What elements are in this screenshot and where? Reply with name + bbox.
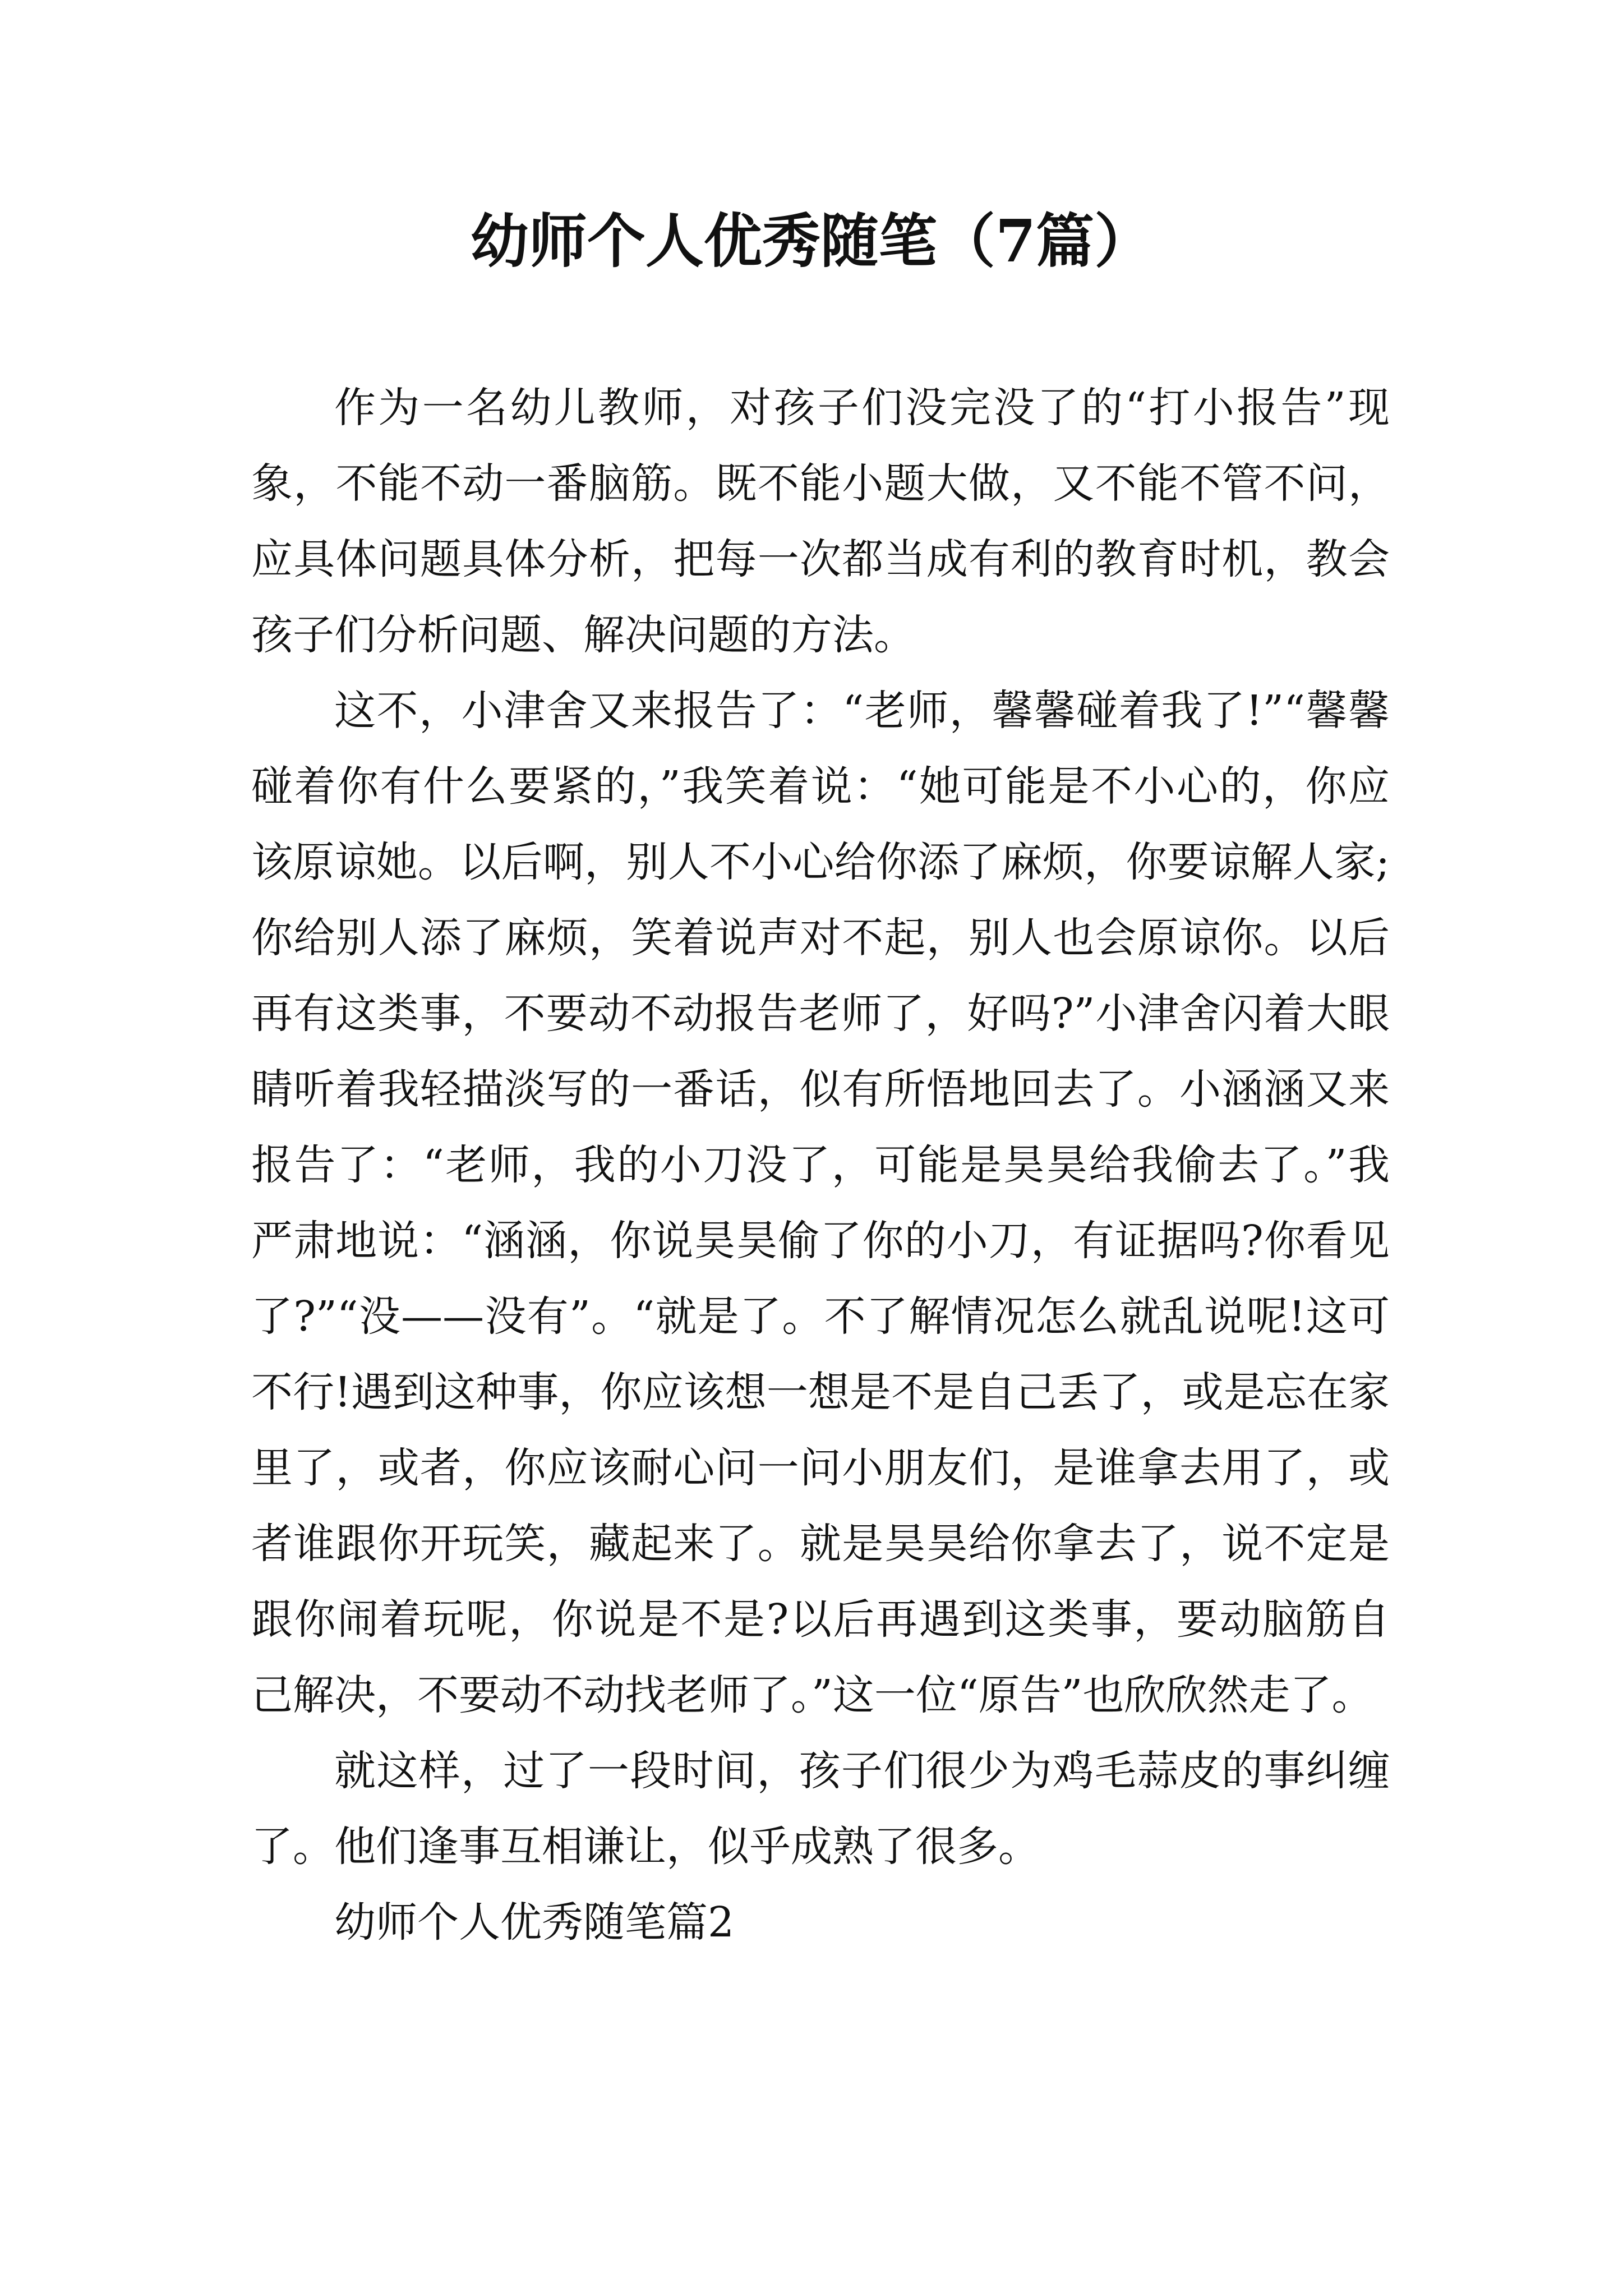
paragraph-2: 这不，小津舍又来报告了：“老师，馨馨碰着我了!”“馨馨碰着你有什么要紧的，”我笑着说：“她可能是不小心的，你应该原谅她。以后啊，别人不小心给你添了麻烦，你要谅解人家;你给别人添了麻烦，笑着说声对不起，别人也会原谅你。以后再有这类事，不要动不动报告老师了，好吗?”小津舍闪着大眼睛听着我轻描淡写的一番话，似有所悟地回去了。小涵涵又来报告了：“老师，我的小刀没了，可能是昊昊给我偷去了。”我严肃地说：“涵涵，你说昊昊偷了你的小刀，有证据吗?你看见了?”“没——没有”。“就是了。不了解情况怎么就乱说呢!这可不行!遇到这种事，你应该想一想是不是自己丢了，或是忘在家里了，或者，你应该耐心问一问小朋友们，是谁拿去用了，或者谁跟你开玩笑，藏起来了。就是昊昊给你拿去了，说不定是跟你闹着玩呢，你说是不是?以后再遇到这类事，要动脑筋自己解决，不要动不动找老师了。”这一位“原告”也欣欣然走了。 xyxy=(251,687,1390,1719)
paragraph-3: 就这样，过了一段时间，孩子们很少为鸡毛蒜皮的事纠缠了。他们逢事互相谦让，似乎成熟了很多。 xyxy=(251,1747,1390,1871)
document-body xyxy=(251,370,1390,1961)
paragraph-1: 作为一名幼儿教师，对孩子们没完没了的“打小报告”现象，不能不动一番脑筋。既不能小题大做，又不能不管不问，应具体问题具体分析，把每一次都当成有利的教育时机，教会孩子们分析问题、解决问题的方法。 xyxy=(251,384,1390,659)
section-heading: 幼师个人优秀随笔篇2 xyxy=(334,1898,735,1947)
document-title: 幼师个人优秀随笔（7篇） xyxy=(470,206,1153,275)
